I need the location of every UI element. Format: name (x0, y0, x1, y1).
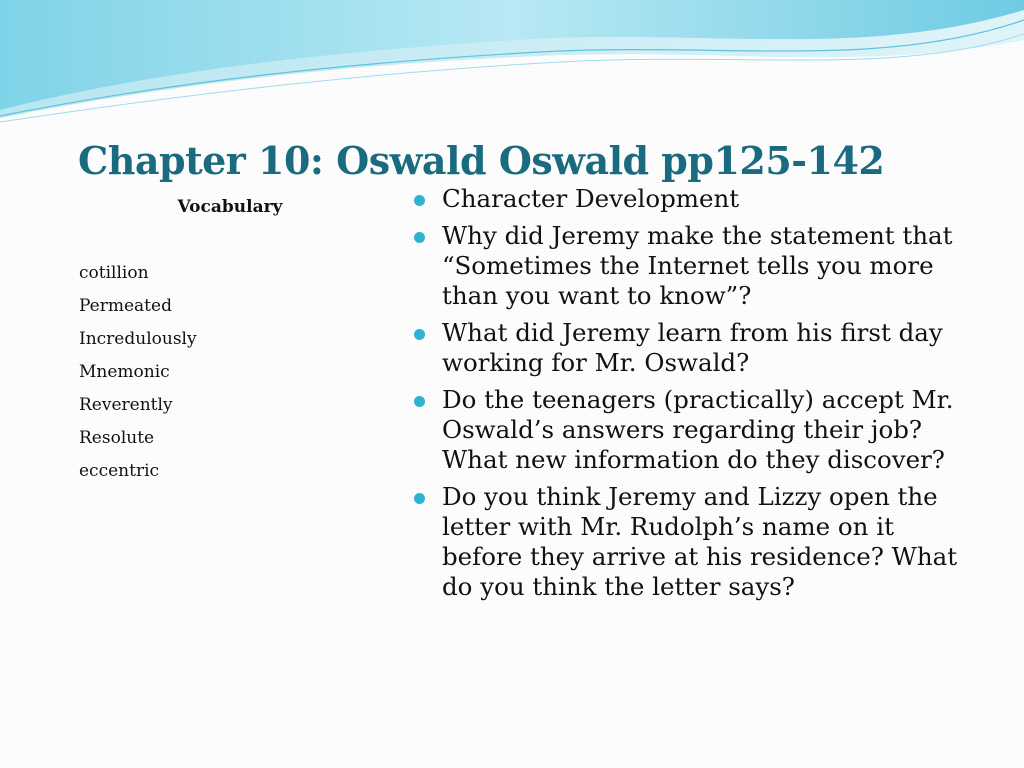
discussion-bullet-list (412, 184, 972, 609)
bullet-dot-icon (414, 195, 425, 206)
vocabulary-word: Incredulously (79, 329, 197, 349)
vocabulary-word: eccentric (79, 461, 160, 481)
header-wave-decoration (0, 0, 1024, 130)
bullet-dot-icon (414, 493, 425, 504)
vocabulary-word: Mnemonic (79, 362, 170, 382)
vocabulary-word: cotillion (79, 263, 149, 283)
bullet-text: Why did Jeremy make the statement that “Sometimes the Internet tells you more than you want to know”? (442, 221, 953, 310)
vocabulary-word: Reverently (79, 395, 173, 415)
bullet-item (412, 221, 972, 311)
bullet-text: Do you think Jeremy and Lizzy open the letter with Mr. Rudolph’s name on it before they arrive at his residence? What do you think the letter says? (442, 482, 958, 601)
bullet-dot-icon (414, 329, 425, 340)
bullet-item (412, 482, 972, 602)
bullet-text: Character Development (442, 184, 740, 213)
bullet-text: What did Jeremy learn from his first day working for Mr. Oswald? (442, 318, 943, 377)
vocabulary-word: Permeated (79, 296, 172, 316)
bullet-item (412, 184, 972, 214)
slide-title: Chapter 10: Oswald Oswald pp125-142 (78, 138, 885, 183)
bullet-dot-icon (414, 232, 425, 243)
bullet-item (412, 385, 972, 475)
vocabulary-heading: Vocabulary (177, 197, 283, 217)
bullet-text: Do the teenagers (practically) accept Mr. Oswald’s answers regarding their job? What new information do they discover? (442, 385, 954, 474)
bullet-dot-icon (414, 396, 425, 407)
vocabulary-list (79, 260, 197, 491)
vocabulary-word: Resolute (79, 428, 155, 448)
bullet-item (412, 318, 972, 378)
